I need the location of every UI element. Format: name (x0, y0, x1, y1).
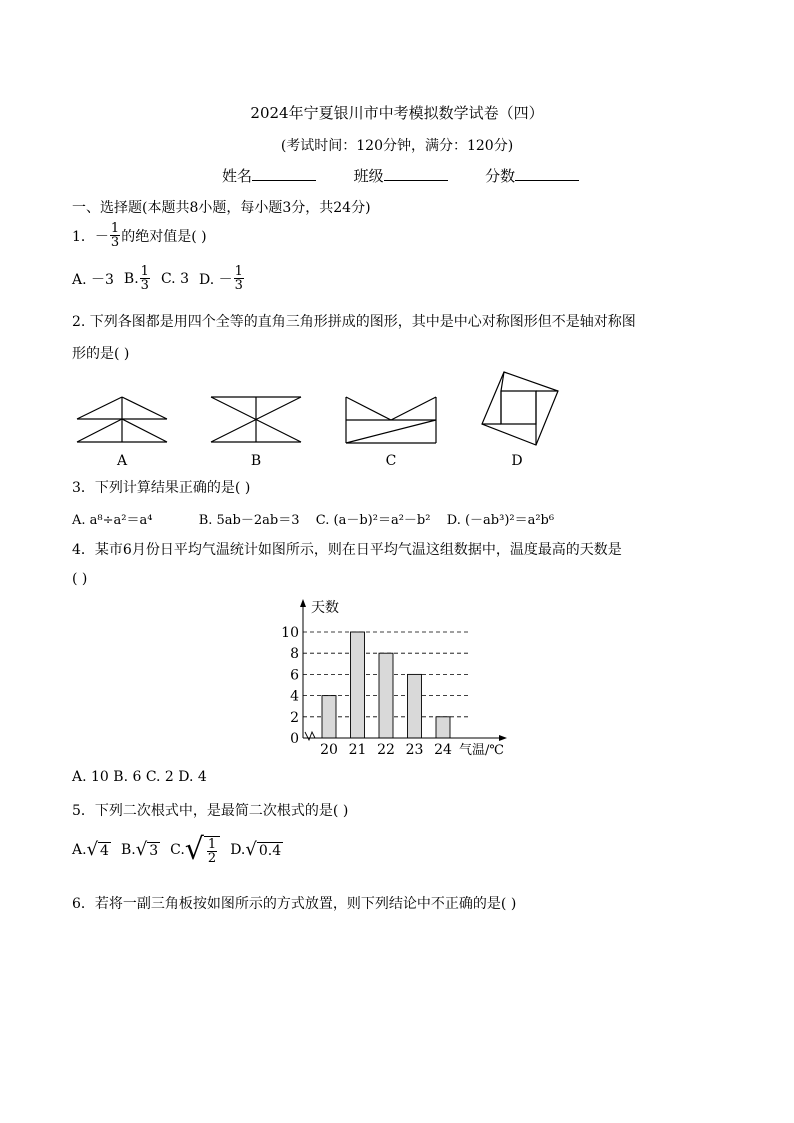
q1-number: 1． (72, 228, 95, 245)
q5-option-b-label[interactable]: B. (120, 842, 136, 858)
q1-option-c[interactable]: C. 3 (160, 270, 189, 287)
bar (436, 717, 450, 738)
temperature-bar-chart (275, 595, 525, 760)
q4-line1: 4．某市6月份日平均气温统计如图所示，则在日平均气温这组数据中，温度最高的天数是 (72, 542, 622, 558)
section-heading: 一、选择题(本题共8小题，每小题3分，共24分) (72, 200, 371, 216)
question-1 (72, 222, 207, 249)
score-field[interactable] (515, 166, 579, 181)
q4-options: A. 10 B. 6 C. 2 D. 4 (72, 769, 207, 785)
y-tick-label: 4 (290, 688, 299, 705)
q2-line1: 2. 下列各图都是用四个全等的直角三角形拼成的图形，其中是中心对称图形但不是轴对称图 (72, 314, 636, 330)
q1-text: 的绝对值是( ) (121, 228, 207, 245)
q3-text: 3．下列计算结果正确的是( ) (72, 480, 251, 496)
q5-option-a-sqrt: √ 4 (86, 839, 109, 860)
q5-options (72, 832, 283, 867)
q4-line2: ( ) (72, 571, 88, 587)
score-label: 分数 (485, 167, 516, 185)
bar (408, 674, 422, 738)
figure-c-label: C (385, 453, 397, 469)
q1-fraction: $\frac{1}{3}$ (110, 221, 120, 250)
q1-option-d[interactable]: D. － (198, 271, 233, 288)
x-tick-label: 23 (405, 742, 424, 758)
y-axis-label: 天数 (311, 600, 339, 616)
x-axis-arrow (499, 735, 507, 741)
y-axis-arrow (300, 599, 306, 607)
q2-line2: 形的是( ) (72, 346, 130, 362)
q2-figures (60, 368, 580, 473)
q1-option-a[interactable]: A. －3 (72, 271, 114, 288)
q5-option-d-label[interactable]: D. (230, 842, 246, 858)
q3-option-d[interactable]: D. (－ab³)²＝a²b⁶ (446, 513, 555, 528)
q1-options (72, 265, 245, 292)
y-tick-label: 8 (290, 646, 299, 663)
q5-option-b-sqrt: √ 3 (135, 839, 159, 860)
figure-c[interactable] (346, 397, 436, 443)
figure-d-label: D (511, 453, 523, 469)
q5-option-d-sqrt: √ 0.4 (245, 839, 282, 860)
q3-option-b[interactable]: B. 5ab－2ab＝3 (198, 513, 300, 528)
axis-break (305, 732, 315, 740)
q5-option-c-label[interactable]: C. (170, 842, 185, 858)
figure-b[interactable] (211, 397, 301, 442)
class-label: 班级 (353, 167, 384, 185)
exam-title: 2024年宁夏银川市中考模拟数学试卷（四） (250, 104, 544, 122)
q5-option-a-label[interactable]: A. (72, 842, 87, 858)
y-tick-label: 10 (281, 625, 299, 641)
bar (322, 696, 336, 738)
figure-a-label: A (116, 453, 128, 469)
x-tick-label: 22 (377, 742, 395, 758)
q1-option-b-fraction: $\frac{1}{3}$ (140, 264, 149, 293)
q5-text: 5．下列二次根式中，是最简二次根式的是( ) (72, 803, 349, 819)
y-tick-label: 2 (290, 709, 299, 726)
q6-text: 6．若将一副三角板按如图所示的方式放置，则下列结论中不正确的是( ) (72, 896, 517, 912)
x-tick-label: 20 (320, 742, 338, 758)
figure-b-label: B (250, 453, 262, 469)
q5-option-c-sqrt: √ $\frac{1}{2}$ (185, 835, 220, 865)
q1-option-d-fraction: $\frac{1}{3}$ (234, 264, 243, 293)
name-field[interactable] (252, 166, 316, 181)
bar (351, 632, 365, 738)
class-field[interactable] (384, 166, 448, 181)
info-line (222, 165, 579, 186)
q3-options (72, 509, 554, 528)
exam-subtitle: (考试时间：120分钟，满分：120分) (280, 138, 514, 154)
x-axis-label: 气温/℃ (459, 743, 504, 758)
name-label: 姓名 (222, 167, 253, 185)
x-tick-label: 21 (348, 742, 367, 758)
figure-d[interactable] (482, 372, 558, 445)
y-tick-label: 6 (290, 667, 299, 684)
x-tick-label: 24 (434, 742, 452, 758)
q3-option-c[interactable]: C. (a－b)²＝a²－b² (315, 513, 431, 528)
q1-option-b[interactable]: B. (123, 270, 139, 287)
bar (379, 653, 393, 738)
q3-option-a[interactable]: A. a⁸÷a²＝a⁴ (72, 513, 153, 528)
figure-a[interactable] (77, 397, 167, 442)
q1-minus: － (94, 228, 109, 245)
y-tick-label: 0 (290, 731, 299, 747)
